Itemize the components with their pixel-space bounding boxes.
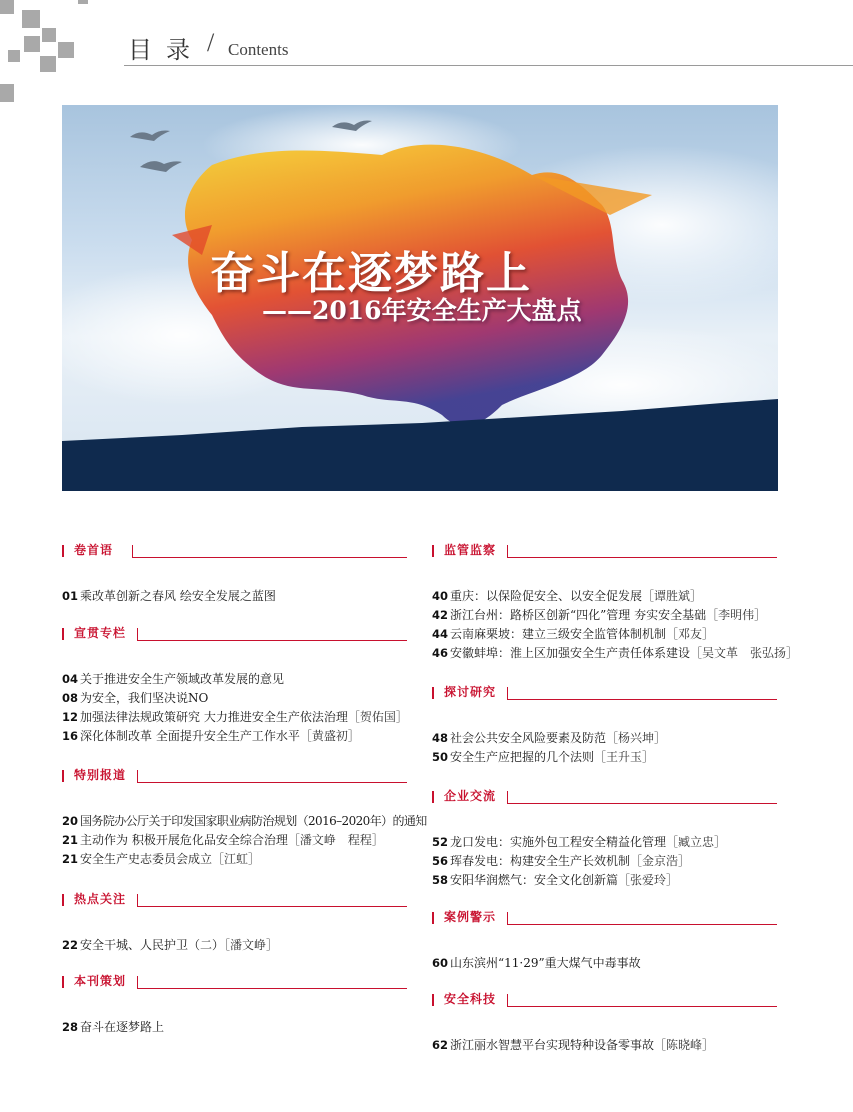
- toc-entry[interactable]: [432, 748, 777, 767]
- corner-decoration: [0, 0, 14, 14]
- entry-title: 深化体制改革 全面提升安全生产工作水平: [80, 729, 300, 743]
- page-number: 04: [62, 672, 79, 686]
- toc-entry[interactable]: [432, 954, 777, 973]
- toc-entry[interactable]: [432, 852, 777, 871]
- toc-section: [62, 766, 427, 869]
- entry-title: 浙江丽水智慧平台实现特种设备零事故: [450, 1038, 655, 1052]
- bird-icon: [130, 131, 170, 142]
- entry-title: 龙口发电：实施外包工程安全精益化管理: [450, 835, 667, 849]
- entry-author: ［陈晓峰］: [654, 1038, 715, 1052]
- section-title: 安全科技: [444, 992, 497, 1006]
- toc-entry[interactable]: [62, 850, 407, 869]
- section-title: 探讨研究: [444, 685, 497, 699]
- entry-author: ［李明伟］: [706, 608, 767, 622]
- page-number: 46: [432, 646, 449, 660]
- page-number: 28: [62, 1020, 79, 1034]
- toc-entry[interactable]: [432, 644, 799, 663]
- page-title: 目录: [128, 36, 204, 64]
- section-marker: [432, 791, 434, 803]
- toc-entry[interactable]: [432, 833, 777, 852]
- entry-title: 安全干城、人民护卫（二）: [80, 938, 225, 952]
- section-rule: [507, 803, 777, 804]
- toc-entry[interactable]: [432, 606, 777, 625]
- entry-title: 安阳华润燃气：安全文化创新篇: [450, 873, 619, 887]
- entry-title: 国务院办公厅关于印发国家职业病防治规划（2016–2020年）的通知: [80, 814, 427, 828]
- section-marker: [432, 687, 434, 699]
- title-separator: /: [207, 28, 215, 57]
- section-rule: [137, 770, 138, 782]
- page-number: 20: [62, 814, 79, 828]
- section-rule: [507, 1006, 777, 1007]
- entry-author: ［潘文峥］: [224, 938, 279, 952]
- toc-section: [432, 908, 777, 973]
- page-number: 16: [62, 729, 79, 743]
- toc-section: [62, 972, 407, 1037]
- entry-title: 安全生产应把握的几个法则: [450, 750, 595, 764]
- entry-author: ［杨兴坤］: [606, 731, 667, 745]
- page-number: 52: [432, 835, 449, 849]
- entry-author: ［贺佑国］: [347, 710, 408, 724]
- entry-author: ［黄盛初］: [299, 729, 360, 743]
- toc-entry[interactable]: [432, 587, 777, 606]
- entry-author: ［张爱玲］: [618, 873, 679, 887]
- toc-section: [62, 541, 407, 606]
- section-rule: [137, 906, 407, 907]
- entry-title: 安全生产史志委员会成立: [80, 852, 213, 866]
- toc-entry[interactable]: [432, 729, 777, 748]
- section-marker: [62, 976, 64, 988]
- section-rule: [137, 894, 138, 906]
- section-title: 企业交流: [444, 789, 497, 803]
- toc-entry[interactable]: [432, 871, 777, 890]
- section-marker: [62, 545, 64, 557]
- entry-title: 安徽蚌埠：淮上区加强安全生产责任体系建设: [450, 646, 691, 660]
- page-subtitle: Contents: [228, 40, 289, 59]
- section-rule: [507, 994, 508, 1006]
- page-number: 42: [432, 608, 449, 622]
- section-rule: [507, 545, 508, 557]
- toc-section: [432, 541, 799, 663]
- entry-title: 社会公共安全风险要素及防范: [450, 731, 607, 745]
- page-number: 22: [62, 938, 79, 952]
- header-divider: [124, 65, 853, 66]
- section-rule: [137, 628, 138, 640]
- toc-entry[interactable]: [62, 1018, 407, 1037]
- toc-section: [432, 787, 777, 890]
- entry-title: 乘改革创新之春风 绘安全发展之蓝图: [80, 589, 276, 603]
- toc-entry[interactable]: [432, 1036, 777, 1055]
- entry-author: ［吴文革 张弘扬］: [690, 646, 799, 660]
- banner-subtitle: ——2016年安全生产大盘点: [262, 296, 582, 325]
- section-title: 本刊策划: [74, 974, 127, 988]
- corner-decoration: [0, 84, 14, 102]
- section-rule: [507, 912, 508, 924]
- entry-title: 珲春发电：构建安全生产长效机制: [450, 854, 631, 868]
- toc-entry[interactable]: [62, 708, 407, 727]
- corner-decoration: [42, 28, 56, 42]
- cover-banner: [62, 105, 778, 491]
- entry-author: ［江虹］: [212, 852, 261, 866]
- entry-title: 浙江台州：路桥区创新“四化”管理 夯实安全基础: [450, 608, 707, 622]
- section-title: 宣贯专栏: [74, 626, 127, 640]
- section-rule: [132, 557, 407, 558]
- page-number: 01: [62, 589, 79, 603]
- entry-title: 主动作为 积极开展危化品安全综合治理: [80, 833, 288, 847]
- page-number: 44: [432, 627, 449, 641]
- toc-section: [62, 890, 407, 955]
- toc-entry[interactable]: [62, 936, 407, 955]
- section-marker: [62, 628, 64, 640]
- toc-entry[interactable]: [62, 587, 407, 606]
- entry-author: ［王升玉］: [594, 750, 655, 764]
- toc-entry[interactable]: [62, 689, 407, 708]
- section-rule: [507, 699, 777, 700]
- corner-decoration: [78, 0, 88, 4]
- entry-title: 云南麻栗坡：建立三级安全监管体制机制: [450, 627, 667, 641]
- entry-title: 为安全，我们坚决说NO: [80, 691, 209, 705]
- entry-author: ［谭胜斌］: [642, 589, 703, 603]
- section-title: 监管监察: [444, 543, 497, 557]
- entry-author: ［潘文峥 程程］: [287, 833, 384, 847]
- page-number: 58: [432, 873, 449, 887]
- toc-entry[interactable]: [62, 727, 407, 746]
- section-rule: [507, 791, 508, 803]
- section-marker: [62, 770, 64, 782]
- page-number: 21: [62, 833, 79, 847]
- toc-entry[interactable]: [62, 812, 427, 831]
- entry-title: 奋斗在逐梦路上: [80, 1020, 165, 1034]
- page-number: 56: [432, 854, 449, 868]
- section-rule: [507, 687, 508, 699]
- bird-icon: [140, 161, 182, 172]
- section-rule: [137, 988, 407, 989]
- entry-title: 加强法律法规政策研究 大力推进安全生产依法治理: [80, 710, 348, 724]
- entry-author: ［金京浩］: [630, 854, 691, 868]
- corner-decoration: [8, 50, 20, 62]
- toc-entry[interactable]: [62, 670, 407, 689]
- entry-author: ［邓友］: [666, 627, 715, 641]
- corner-decoration: [24, 36, 40, 52]
- corner-decoration: [22, 10, 40, 28]
- toc-section: [62, 624, 407, 746]
- section-title: 卷首语: [74, 543, 114, 557]
- entry-title: 山东滨州“11·29”重大煤气中毒事故: [450, 956, 641, 970]
- corner-decoration: [40, 56, 56, 72]
- section-marker: [62, 894, 64, 906]
- page-number: 50: [432, 750, 449, 764]
- page-number: 08: [62, 691, 79, 705]
- entry-title: 关于推进安全生产领域改革发展的意见: [80, 672, 285, 686]
- section-title: 案例警示: [444, 910, 497, 924]
- page-number: 62: [432, 1038, 449, 1052]
- toc-entry[interactable]: [62, 831, 407, 850]
- entry-title: 重庆：以保险促安全、以安全促发展: [450, 589, 643, 603]
- page-number: 12: [62, 710, 79, 724]
- section-rule: [507, 557, 777, 558]
- section-rule: [507, 924, 777, 925]
- corner-decoration: [58, 42, 74, 58]
- section-marker: [432, 994, 434, 1006]
- section-marker: [432, 545, 434, 557]
- entry-author: ［臧立忠］: [666, 835, 727, 849]
- toc-section: [432, 990, 777, 1055]
- banner-ground: [62, 399, 778, 491]
- page-number: 60: [432, 956, 449, 970]
- toc-section: [432, 683, 777, 767]
- banner-title: 奋斗在逐梦路上: [210, 248, 532, 299]
- page-number: 21: [62, 852, 79, 866]
- section-marker: [432, 912, 434, 924]
- page-number: 40: [432, 589, 449, 603]
- toc-entry[interactable]: [432, 625, 777, 644]
- section-rule: [137, 640, 407, 641]
- section-title: 特别报道: [74, 768, 127, 782]
- section-rule: [137, 976, 138, 988]
- section-rule: [137, 782, 407, 783]
- section-title: 热点关注: [74, 892, 127, 906]
- section-rule: [132, 545, 133, 557]
- page-number: 48: [432, 731, 449, 745]
